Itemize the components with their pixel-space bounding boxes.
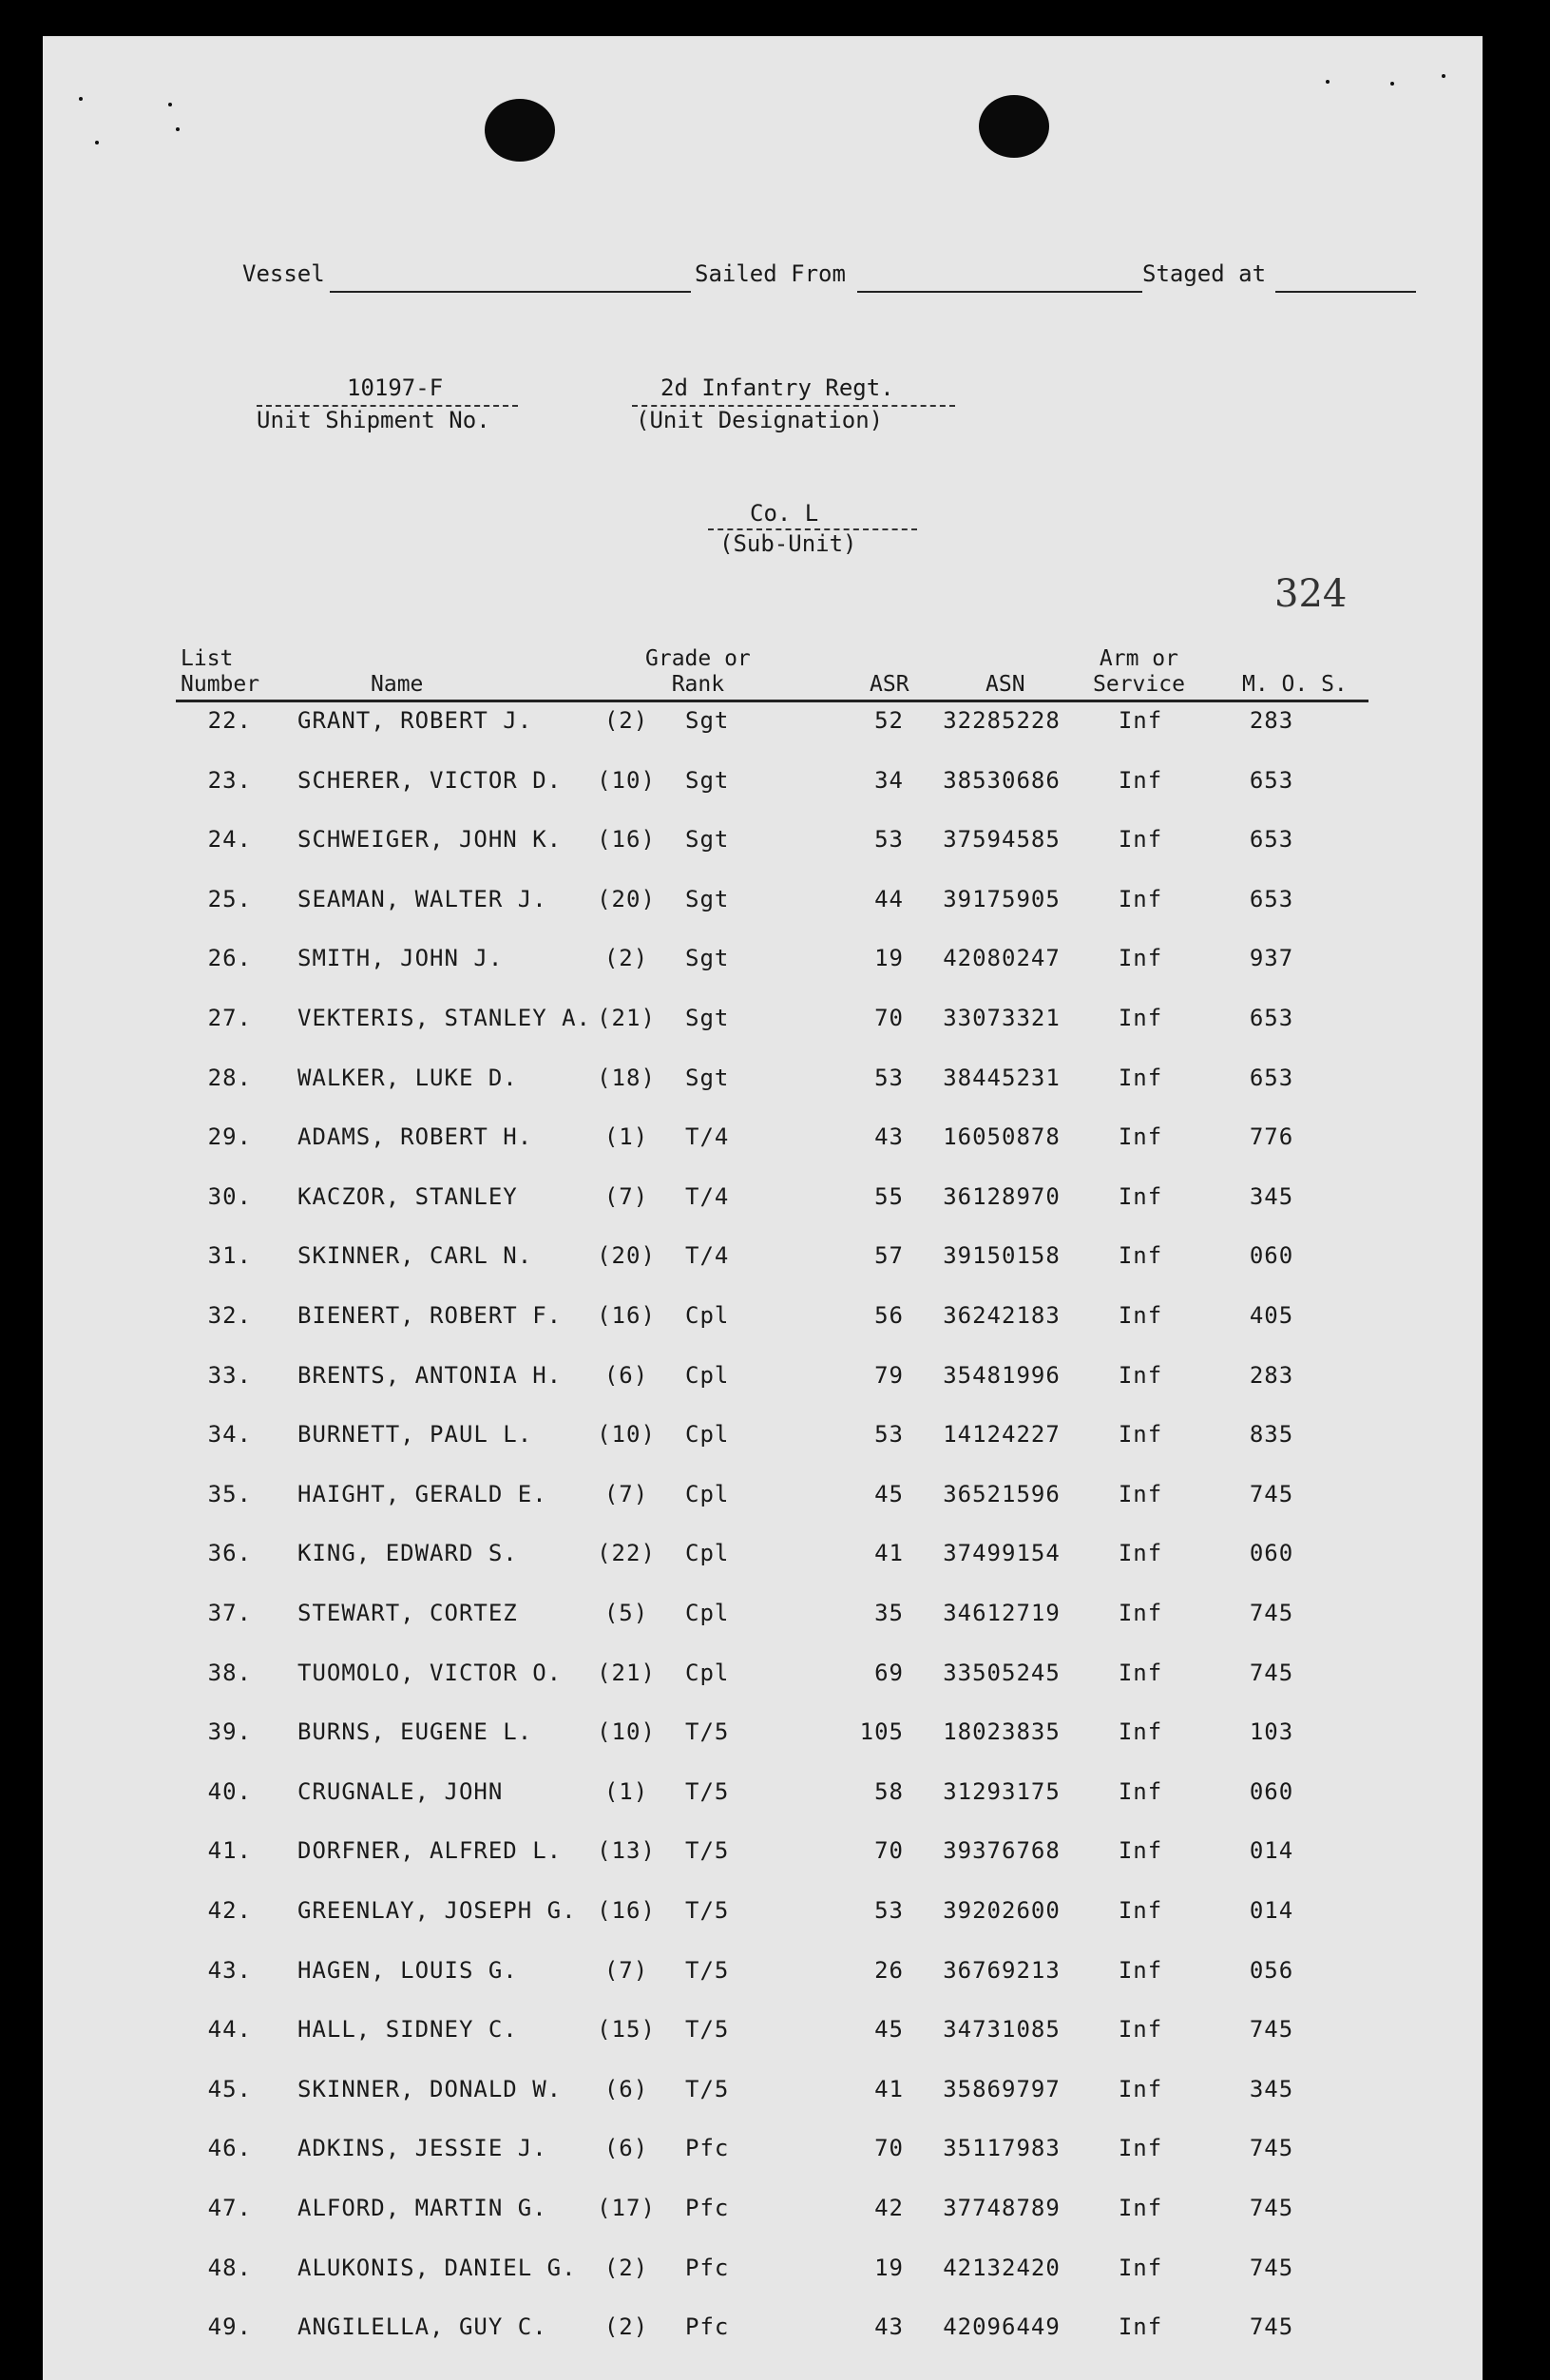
soldier-name: SKINNER, CARL N. bbox=[297, 1242, 533, 1270]
soldier-name: WALKER, LUKE D. bbox=[297, 1064, 518, 1091]
soldier-name: KING, EDWARD S. bbox=[297, 1540, 518, 1567]
col-arm-service bbox=[1093, 646, 1185, 698]
table-row bbox=[43, 1481, 1483, 1519]
document-page bbox=[43, 36, 1483, 2380]
mos: 060 bbox=[1249, 1242, 1294, 1270]
table-row bbox=[43, 1123, 1483, 1161]
code: (16) bbox=[597, 826, 656, 854]
arm-service: Inf bbox=[1118, 2195, 1163, 2221]
arm-service: Inf bbox=[1118, 1600, 1163, 1626]
code: (10) bbox=[597, 1421, 656, 1449]
mos: 653 bbox=[1249, 1064, 1294, 1091]
grade: Cpl bbox=[685, 1361, 730, 1389]
asn: 39376768 bbox=[943, 1837, 1061, 1865]
soldier-name: BURNS, EUGENE L. bbox=[297, 1718, 533, 1746]
grade: Cpl bbox=[685, 1600, 730, 1626]
code: (7) bbox=[603, 1956, 649, 1984]
unit-shipment-label: Unit Shipment No. bbox=[257, 407, 490, 433]
table-row bbox=[43, 1540, 1483, 1578]
grade: Sgt bbox=[685, 826, 730, 854]
code: (6) bbox=[603, 2135, 649, 2162]
arm-service: Inf bbox=[1118, 885, 1163, 912]
asn: 33073321 bbox=[943, 1005, 1061, 1031]
list-number: 26. bbox=[207, 945, 252, 972]
soldier-name: HALL, SIDNEY C. bbox=[297, 2016, 518, 2044]
list-number: 38. bbox=[207, 1659, 252, 1686]
unit-designation: 2d Infantry Regt. bbox=[660, 374, 894, 401]
grade: Sgt bbox=[685, 707, 730, 734]
vessel-label: Vessel bbox=[242, 260, 325, 287]
code: (5) bbox=[603, 1600, 649, 1626]
list-number: 35. bbox=[207, 1480, 252, 1507]
code: (1) bbox=[603, 1777, 649, 1805]
soldier-name: ALFORD, MARTIN G. bbox=[297, 2195, 547, 2221]
grade: T/5 bbox=[685, 1777, 730, 1805]
mos: 745 bbox=[1249, 2254, 1294, 2281]
asr: 44 bbox=[874, 885, 904, 912]
code: (20) bbox=[597, 885, 656, 912]
asn: 37499154 bbox=[943, 1540, 1061, 1567]
grade: Sgt bbox=[685, 1005, 730, 1031]
speck bbox=[176, 127, 180, 131]
list-number: 24. bbox=[207, 826, 252, 854]
soldier-name: SCHWEIGER, JOHN K. bbox=[297, 826, 563, 854]
arm-service: Inf bbox=[1118, 1302, 1163, 1329]
asr: 70 bbox=[874, 2135, 904, 2162]
asr: 79 bbox=[874, 1361, 904, 1389]
table-row bbox=[43, 2255, 1483, 2293]
mos: 283 bbox=[1249, 1361, 1294, 1389]
table-row bbox=[43, 1242, 1483, 1280]
grade: Cpl bbox=[685, 1540, 730, 1567]
asn: 36521596 bbox=[943, 1480, 1061, 1507]
arm-service: Inf bbox=[1118, 2016, 1163, 2044]
asn: 14124227 bbox=[943, 1421, 1061, 1449]
table-row bbox=[43, 2076, 1483, 2114]
table-row bbox=[43, 1362, 1483, 1400]
header-rule bbox=[176, 700, 1368, 702]
speck bbox=[168, 103, 172, 106]
arm-service: Inf bbox=[1118, 1659, 1163, 1686]
soldier-name: ADKINS, JESSIE J. bbox=[297, 2135, 547, 2162]
arm-service: Inf bbox=[1118, 1421, 1163, 1449]
grade: Sgt bbox=[685, 885, 730, 912]
mos: 937 bbox=[1249, 945, 1294, 972]
mos: 653 bbox=[1249, 826, 1294, 854]
grade: T/4 bbox=[685, 1123, 730, 1151]
soldier-name: SEAMAN, WALTER J. bbox=[297, 885, 547, 912]
soldier-name: STEWART, CORTEZ bbox=[297, 1600, 518, 1626]
staged-at-line bbox=[1275, 291, 1416, 293]
arm-service: Inf bbox=[1118, 1242, 1163, 1270]
list-number: 31. bbox=[207, 1242, 252, 1270]
asr: 45 bbox=[874, 1480, 904, 1507]
code: (16) bbox=[597, 1302, 656, 1329]
code: (21) bbox=[597, 1659, 656, 1686]
mos: 745 bbox=[1249, 2313, 1294, 2341]
asn: 38445231 bbox=[943, 1064, 1061, 1091]
grade: T/4 bbox=[685, 1182, 730, 1210]
asn: 35869797 bbox=[943, 2075, 1061, 2102]
asr: 69 bbox=[874, 1659, 904, 1686]
code: (2) bbox=[603, 945, 649, 972]
mos: 653 bbox=[1249, 766, 1294, 794]
col-grade bbox=[645, 646, 751, 698]
table-row bbox=[43, 1897, 1483, 1935]
speck bbox=[1326, 80, 1330, 84]
table-row bbox=[43, 826, 1483, 864]
asn: 39175905 bbox=[943, 885, 1061, 912]
code: (2) bbox=[603, 707, 649, 734]
col-asr: ASR bbox=[870, 672, 909, 697]
table-row bbox=[43, 1302, 1483, 1340]
col-grade-line2: Rank bbox=[671, 672, 725, 697]
mos: 060 bbox=[1249, 1777, 1294, 1805]
table-row bbox=[43, 2195, 1483, 2233]
grade: Sgt bbox=[685, 945, 730, 972]
staged-at-label: Staged at bbox=[1142, 260, 1267, 287]
soldier-name: SMITH, JOHN J. bbox=[297, 945, 504, 972]
asn: 35481996 bbox=[943, 1361, 1061, 1389]
arm-service: Inf bbox=[1118, 1480, 1163, 1507]
grade: Pfc bbox=[685, 2254, 730, 2281]
code: (15) bbox=[597, 2016, 656, 2044]
list-number: 49. bbox=[207, 2313, 252, 2341]
table-row bbox=[43, 886, 1483, 924]
list-number: 40. bbox=[207, 1777, 252, 1805]
arm-service: Inf bbox=[1118, 1897, 1163, 1924]
asn: 37748789 bbox=[943, 2195, 1061, 2221]
mos: 283 bbox=[1249, 707, 1294, 734]
list-number: 41. bbox=[207, 1837, 252, 1865]
code: (7) bbox=[603, 1480, 649, 1507]
grade: T/5 bbox=[685, 2016, 730, 2044]
grade: T/5 bbox=[685, 1956, 730, 1984]
asr: 42 bbox=[874, 2195, 904, 2221]
list-number: 29. bbox=[207, 1123, 252, 1151]
asn: 32285228 bbox=[943, 707, 1061, 734]
table-row bbox=[43, 2135, 1483, 2173]
asr: 58 bbox=[874, 1777, 904, 1805]
grade: T/5 bbox=[685, 1837, 730, 1865]
code: (2) bbox=[603, 2313, 649, 2341]
asr: 53 bbox=[874, 1897, 904, 1924]
mos: 745 bbox=[1249, 2195, 1294, 2221]
arm-service: Inf bbox=[1118, 1005, 1163, 1031]
mos: 745 bbox=[1249, 1480, 1294, 1507]
soldier-name: ALUKONIS, DANIEL G. bbox=[297, 2254, 577, 2281]
unit-shipment-number: 10197-F bbox=[347, 374, 444, 401]
asn: 42080247 bbox=[943, 945, 1061, 972]
soldier-name: CRUGNALE, JOHN bbox=[297, 1777, 504, 1805]
code: (21) bbox=[597, 1005, 656, 1031]
arm-service: Inf bbox=[1118, 1777, 1163, 1805]
mos: 776 bbox=[1249, 1123, 1294, 1151]
code: (6) bbox=[603, 2075, 649, 2102]
asr: 55 bbox=[874, 1182, 904, 1210]
arm-service: Inf bbox=[1118, 1064, 1163, 1091]
unit-designation-label: (Unit Designation) bbox=[636, 407, 884, 433]
list-number: 47. bbox=[207, 2195, 252, 2221]
asr: 70 bbox=[874, 1005, 904, 1031]
asr: 53 bbox=[874, 826, 904, 854]
table-row bbox=[43, 1421, 1483, 1459]
sub-unit-label: (Sub-Unit) bbox=[719, 530, 857, 557]
soldier-name: HAGEN, LOUIS G. bbox=[297, 1956, 518, 1984]
asr: 43 bbox=[874, 2313, 904, 2341]
soldier-name: BIENERT, ROBERT F. bbox=[297, 1302, 563, 1329]
asr: 26 bbox=[874, 1956, 904, 1984]
table-row bbox=[43, 2016, 1483, 2054]
col-grade-line1: Grade or bbox=[645, 646, 751, 671]
code: (2) bbox=[603, 2254, 649, 2281]
asn: 39150158 bbox=[943, 1242, 1061, 1270]
grade: T/5 bbox=[685, 1718, 730, 1746]
col-list-number-line2: Number bbox=[181, 672, 260, 697]
asr: 35 bbox=[874, 1600, 904, 1626]
code: (10) bbox=[597, 1718, 656, 1746]
arm-service: Inf bbox=[1118, 766, 1163, 794]
asr: 19 bbox=[874, 945, 904, 972]
sub-unit: Co. L bbox=[750, 500, 819, 527]
mos: 345 bbox=[1249, 2075, 1294, 2102]
sailed-from-line bbox=[857, 291, 1142, 293]
soldier-name: HAIGHT, GERALD E. bbox=[297, 1480, 547, 1507]
code: (10) bbox=[597, 766, 656, 794]
mos: 345 bbox=[1249, 1182, 1294, 1210]
table-row bbox=[43, 1660, 1483, 1698]
table-row bbox=[43, 1957, 1483, 1995]
list-number: 22. bbox=[207, 707, 252, 734]
arm-service: Inf bbox=[1118, 2254, 1163, 2281]
asn: 36769213 bbox=[943, 1956, 1061, 1984]
soldier-name: SCHERER, VICTOR D. bbox=[297, 766, 563, 794]
arm-service: Inf bbox=[1118, 1182, 1163, 1210]
list-number: 43. bbox=[207, 1956, 252, 1984]
mos: 745 bbox=[1249, 2135, 1294, 2162]
list-number: 25. bbox=[207, 885, 252, 912]
list-number: 48. bbox=[207, 2254, 252, 2281]
table-row bbox=[43, 1005, 1483, 1043]
list-number: 27. bbox=[207, 1005, 252, 1031]
table-row bbox=[43, 2313, 1483, 2351]
grade: T/5 bbox=[685, 1897, 730, 1924]
grade: Pfc bbox=[685, 2135, 730, 2162]
asn: 42132420 bbox=[943, 2254, 1061, 2281]
punch-hole-left bbox=[485, 99, 555, 162]
mos: 745 bbox=[1249, 1600, 1294, 1626]
asn: 18023835 bbox=[943, 1718, 1061, 1746]
mos: 653 bbox=[1249, 885, 1294, 912]
grade: Sgt bbox=[685, 766, 730, 794]
mos: 745 bbox=[1249, 1659, 1294, 1686]
grade: Pfc bbox=[685, 2313, 730, 2341]
mos: 014 bbox=[1249, 1897, 1294, 1924]
asr: 41 bbox=[874, 1540, 904, 1567]
asr: 105 bbox=[859, 1718, 904, 1746]
asn: 37594585 bbox=[943, 826, 1061, 854]
asr: 41 bbox=[874, 2075, 904, 2102]
mos: 056 bbox=[1249, 1956, 1294, 1984]
col-name: Name bbox=[371, 672, 424, 697]
code: (6) bbox=[603, 1361, 649, 1389]
grade: Sgt bbox=[685, 1064, 730, 1091]
asr: 52 bbox=[874, 707, 904, 734]
table-row bbox=[43, 1837, 1483, 1875]
code: (1) bbox=[603, 1123, 649, 1151]
code: (20) bbox=[597, 1242, 656, 1270]
asn: 35117983 bbox=[943, 2135, 1061, 2162]
punch-hole-right bbox=[979, 95, 1049, 158]
arm-service: Inf bbox=[1118, 2313, 1163, 2341]
table-row bbox=[43, 707, 1483, 745]
soldier-name: TUOMOLO, VICTOR O. bbox=[297, 1659, 563, 1686]
asn: 38530686 bbox=[943, 766, 1061, 794]
grade: T/4 bbox=[685, 1242, 730, 1270]
grade: Cpl bbox=[685, 1421, 730, 1449]
mos: 405 bbox=[1249, 1302, 1294, 1329]
grade: Cpl bbox=[685, 1659, 730, 1686]
asr: 56 bbox=[874, 1302, 904, 1329]
arm-service: Inf bbox=[1118, 1123, 1163, 1151]
table-row bbox=[43, 1183, 1483, 1221]
list-number: 36. bbox=[207, 1540, 252, 1567]
asn: 42096449 bbox=[943, 2313, 1061, 2341]
col-list-number-line1: List bbox=[181, 646, 234, 671]
arm-service: Inf bbox=[1118, 1718, 1163, 1746]
col-mos: M. O. S. bbox=[1242, 672, 1348, 697]
arm-service: Inf bbox=[1118, 1837, 1163, 1865]
arm-service: Inf bbox=[1118, 826, 1163, 854]
soldier-name: VEKTERIS, STANLEY A. bbox=[297, 1005, 591, 1031]
grade: Cpl bbox=[685, 1480, 730, 1507]
list-number: 46. bbox=[207, 2135, 252, 2162]
list-number: 37. bbox=[207, 1600, 252, 1626]
arm-service: Inf bbox=[1118, 2135, 1163, 2162]
asr: 53 bbox=[874, 1064, 904, 1091]
soldier-name: GRANT, ROBERT J. bbox=[297, 707, 533, 734]
asn: 39202600 bbox=[943, 1897, 1061, 1924]
list-number: 30. bbox=[207, 1182, 252, 1210]
code: (13) bbox=[597, 1837, 656, 1865]
soldier-name: GREENLAY, JOSEPH G. bbox=[297, 1897, 577, 1924]
speck bbox=[1442, 74, 1445, 78]
soldier-name: KACZOR, STANLEY bbox=[297, 1182, 518, 1210]
col-arm-line2: Service bbox=[1093, 672, 1185, 697]
arm-service: Inf bbox=[1118, 2075, 1163, 2102]
speck bbox=[1390, 82, 1394, 86]
code: (17) bbox=[597, 2195, 656, 2221]
asr: 34 bbox=[874, 766, 904, 794]
asr: 43 bbox=[874, 1123, 904, 1151]
table-row bbox=[43, 767, 1483, 805]
list-number: 33. bbox=[207, 1361, 252, 1389]
list-number: 42. bbox=[207, 1897, 252, 1924]
asr: 45 bbox=[874, 2016, 904, 2044]
table-row bbox=[43, 945, 1483, 983]
arm-service: Inf bbox=[1118, 945, 1163, 972]
list-number: 34. bbox=[207, 1421, 252, 1449]
grade: Cpl bbox=[685, 1302, 730, 1329]
table-row bbox=[43, 1718, 1483, 1756]
arm-service: Inf bbox=[1118, 1361, 1163, 1389]
table-row bbox=[43, 1065, 1483, 1103]
asn: 16050878 bbox=[943, 1123, 1061, 1151]
list-number: 32. bbox=[207, 1302, 252, 1329]
asr: 53 bbox=[874, 1421, 904, 1449]
asn: 31293175 bbox=[943, 1777, 1061, 1805]
col-list-number bbox=[181, 646, 259, 698]
code: (18) bbox=[597, 1064, 656, 1091]
list-number: 28. bbox=[207, 1064, 252, 1091]
list-number: 45. bbox=[207, 2075, 252, 2102]
asn: 33505245 bbox=[943, 1659, 1061, 1686]
speck bbox=[79, 97, 83, 101]
mos: 745 bbox=[1249, 2016, 1294, 2044]
asr: 57 bbox=[874, 1242, 904, 1270]
soldier-name: ANGILELLA, GUY C. bbox=[297, 2313, 547, 2341]
code: (16) bbox=[597, 1897, 656, 1924]
mos: 103 bbox=[1249, 1718, 1294, 1746]
list-number: 44. bbox=[207, 2016, 252, 2044]
list-number: 39. bbox=[207, 1718, 252, 1746]
soldier-name: ADAMS, ROBERT H. bbox=[297, 1123, 533, 1151]
soldier-name: BURNETT, PAUL L. bbox=[297, 1421, 533, 1449]
mos: 014 bbox=[1249, 1837, 1294, 1865]
grade: Pfc bbox=[685, 2195, 730, 2221]
col-arm-line1: Arm or bbox=[1099, 646, 1179, 671]
asr: 19 bbox=[874, 2254, 904, 2281]
list-number: 23. bbox=[207, 766, 252, 794]
vessel-line bbox=[330, 291, 691, 293]
soldier-name: BRENTS, ANTONIA H. bbox=[297, 1361, 563, 1389]
asn: 34731085 bbox=[943, 2016, 1061, 2044]
soldier-name: DORFNER, ALFRED L. bbox=[297, 1837, 563, 1865]
col-asn: ASN bbox=[985, 672, 1025, 697]
mos: 835 bbox=[1249, 1421, 1294, 1449]
arm-service: Inf bbox=[1118, 707, 1163, 734]
sailed-from-label: Sailed From bbox=[695, 260, 846, 287]
mos: 060 bbox=[1249, 1540, 1294, 1567]
mos: 653 bbox=[1249, 1005, 1294, 1031]
table-row bbox=[43, 1600, 1483, 1638]
asn: 36128970 bbox=[943, 1182, 1061, 1210]
asn: 36242183 bbox=[943, 1302, 1061, 1329]
table-row bbox=[43, 1778, 1483, 1816]
arm-service: Inf bbox=[1118, 1956, 1163, 1984]
speck bbox=[95, 141, 99, 144]
soldier-name: SKINNER, DONALD W. bbox=[297, 2075, 563, 2102]
asn: 34612719 bbox=[943, 1600, 1061, 1626]
code: (22) bbox=[597, 1540, 656, 1567]
asr: 70 bbox=[874, 1837, 904, 1865]
page-number: 324 bbox=[1274, 572, 1348, 616]
code: (7) bbox=[603, 1182, 649, 1210]
arm-service: Inf bbox=[1118, 1540, 1163, 1567]
grade: T/5 bbox=[685, 2075, 730, 2102]
